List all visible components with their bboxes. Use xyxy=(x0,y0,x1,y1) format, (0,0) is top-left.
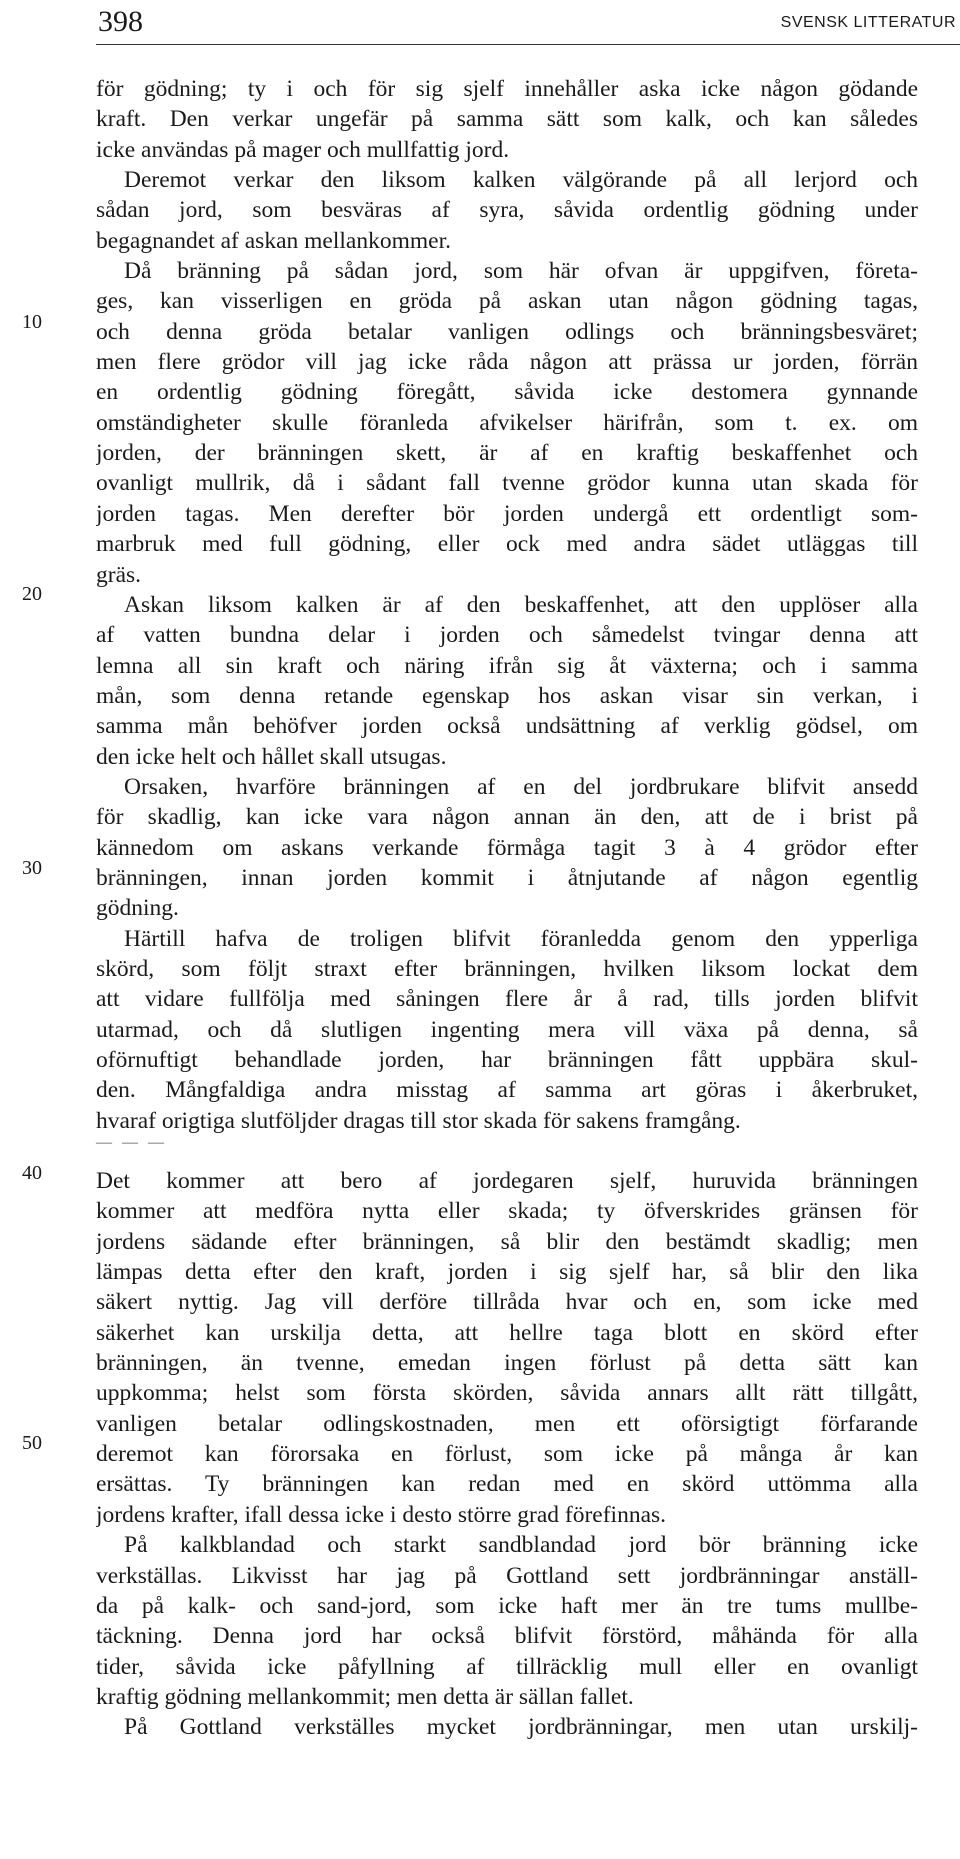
separator-mark: — — — xyxy=(96,1134,167,1152)
text-line: jorden tagas. Men derefter bör jorden undergå ett ordentligt som- xyxy=(96,500,918,527)
text-line: ges, kan visserligen en gröda på askan utan någon gödning tagas, xyxy=(96,288,918,315)
text-line: marbruk med full gödning, eller ock med andra sädet utläggas till xyxy=(96,531,918,558)
text-line: lemna all sin kraft och näring ifrån sig åt växterna; och i samma xyxy=(96,652,918,679)
text-line: mån, som denna retande egenskap hos askan visar sin verkan, i xyxy=(96,682,918,709)
header-rule xyxy=(96,44,960,45)
text-line: kraftig gödning mellankommit; men detta är sällan fallet. xyxy=(96,1683,634,1710)
text-line: Orsaken, hvarföre bränningen af en del jordbrukare blifvit ansedd xyxy=(124,773,918,800)
running-head: SVENSK LITTERATUR xyxy=(780,14,956,31)
text-line: kraft. Den verkar ungefär på samma sätt som kalk, och kan således xyxy=(96,106,918,133)
text-line: gödning. xyxy=(96,895,179,922)
text-line: På Gottland verkställes mycket jordbränningar, men utan urskilj- xyxy=(124,1714,918,1741)
text-line: ersättas. Ty bränningen kan redan med en skörd uttömma alla xyxy=(96,1471,918,1498)
page-number: 398 xyxy=(98,5,143,38)
line-number-40: 40 xyxy=(22,1162,42,1184)
text-line: begagnandet af askan mellankommer. xyxy=(96,227,451,254)
text-line: för gödning; ty i och för sig sjelf innehåller aska icke någon gödande xyxy=(96,76,918,102)
text-line: jordens krafter, ifall dessa icke i desto större grad förefinnas. xyxy=(96,1501,667,1528)
text-line: täckning. Denna jord har också blifvit förstörd, måhända för alla xyxy=(96,1623,918,1650)
text-line: deremot kan förorsaka en förlust, som icke på många år kan xyxy=(96,1441,918,1468)
text-line: bränningen, innan jorden kommit i åtnjutande af någon egentlig xyxy=(96,864,918,891)
text-line: skörd, som följt straxt efter bränningen, hvilken liksom lockat dem xyxy=(96,955,918,982)
text-line: bränningen, än tvenne, emedan ingen förlust på detta sätt kan xyxy=(96,1350,918,1377)
text-line: uppkomma; helst som första skörden, såvida annars allt rätt tillgått, xyxy=(96,1380,918,1407)
text-line: ovanligt mullrik, då i sådant fall tvenne grödor kunna utan skada för xyxy=(96,470,918,497)
text-line: Deremot verkar den liksom kalken välgörande på all lerjord och xyxy=(124,167,918,194)
line-number-50: 50 xyxy=(22,1432,42,1454)
section-spacer xyxy=(96,1150,918,1166)
text-line: säkert nyttig. Jag vill derföre tillråda hvar och en, som icke med xyxy=(96,1289,918,1316)
text-line: samma mån behöfver jorden också undsättning af verklig gödsel, om xyxy=(96,713,918,740)
text-line: utarmad, och då slutligen ingenting mera vill växa på denna, så xyxy=(96,1016,918,1043)
text-line: lämpas detta efter den kraft, jorden i sig sjelf har, så blir den lika xyxy=(96,1259,918,1286)
text-line: jorden, der bränningen skett, är af en kraftig beskaffenhet och xyxy=(96,440,918,467)
text-line: och denna gröda betalar vanligen odlings och bränningsbesväret; xyxy=(96,318,918,345)
text-line: jordens sädande efter bränningen, så blir den bestämdt skadlig; men xyxy=(96,1228,918,1255)
text-line: oförnuftigt behandlade jorden, har bränningen fått uppbära skul- xyxy=(96,1047,918,1073)
section-separator xyxy=(96,1136,918,1150)
text-line: den. Mångfaldiga andra misstag af samma art göras i åkerbruket, xyxy=(96,1077,918,1104)
text-line: säkerhet kan urskilja detta, att hellre taga blott en skörd efter xyxy=(96,1319,918,1346)
body-text xyxy=(96,74,918,1743)
text-line: men flere grödor vill jag icke råda någon att prässa ur jorden, förrän xyxy=(96,349,918,376)
text-line: hvaraf origtiga slutföljder dragas till stor skada för sakens framgång. xyxy=(96,1107,741,1134)
text-line: kommer att medföra nytta eller skada; ty öfverskrides gränsen för xyxy=(96,1198,918,1225)
text-line: gräs. xyxy=(96,561,142,588)
line-number-20: 20 xyxy=(22,583,42,605)
text-line: Härtill hafva de troligen blifvit föranledda genom den ypperliga xyxy=(124,925,918,952)
text-line: tider, såvida icke påfyllning af tillräcklig mull eller en ovanligt xyxy=(96,1653,918,1680)
text-line: Askan liksom kalken är af den beskaffenhet, att den upplöser alla xyxy=(124,591,918,618)
text-line: en ordentlig gödning föregått, såvida icke destomera gynnande xyxy=(96,379,918,406)
text-line: På kalkblandad och starkt sandblandad jord bör bränning icke xyxy=(124,1532,918,1559)
text-line: omständigheter skulle föranleda afvikelser härifrån, som t. ex. om xyxy=(96,409,918,436)
text-line: Det kommer att bero af jordegaren sjelf, huruvida bränningen xyxy=(96,1168,918,1195)
text-line: verkställas. Likvisst har jag på Gottland sett jordbränningar anställ- xyxy=(96,1562,918,1589)
text-line: vanligen betalar odlingskostnaden, men ett oförsigtigt förfarande xyxy=(96,1410,918,1437)
text-line: för skadlig, kan icke vara någon annan än den, att de i brist på xyxy=(96,804,918,831)
text-line: Då bränning på sådan jord, som här ofvan är uppgifven, företa- xyxy=(124,258,918,285)
text-line: da på kalk- och sand-jord, som icke haft mer än tre tums mullbe- xyxy=(96,1592,918,1619)
text-line: sådan jord, som besväras af syra, såvida ordentlig gödning under xyxy=(96,197,918,224)
text-line: icke användas på mager och mullfattig jord. xyxy=(96,136,510,163)
text-line: den icke helt och hållet skall utsugas. xyxy=(96,743,447,770)
text-line: att vidare fullfölja med såningen flere år å rad, tills jorden blifvit xyxy=(96,986,918,1013)
text-line: kännedom om askans verkande förmåga tagit 3 à 4 grödor efter xyxy=(96,834,918,861)
text-line: af vatten bundna delar i jorden och såmedelst tvingar denna att xyxy=(96,622,918,649)
line-number-30: 30 xyxy=(22,857,42,879)
line-number-10: 10 xyxy=(22,311,42,333)
